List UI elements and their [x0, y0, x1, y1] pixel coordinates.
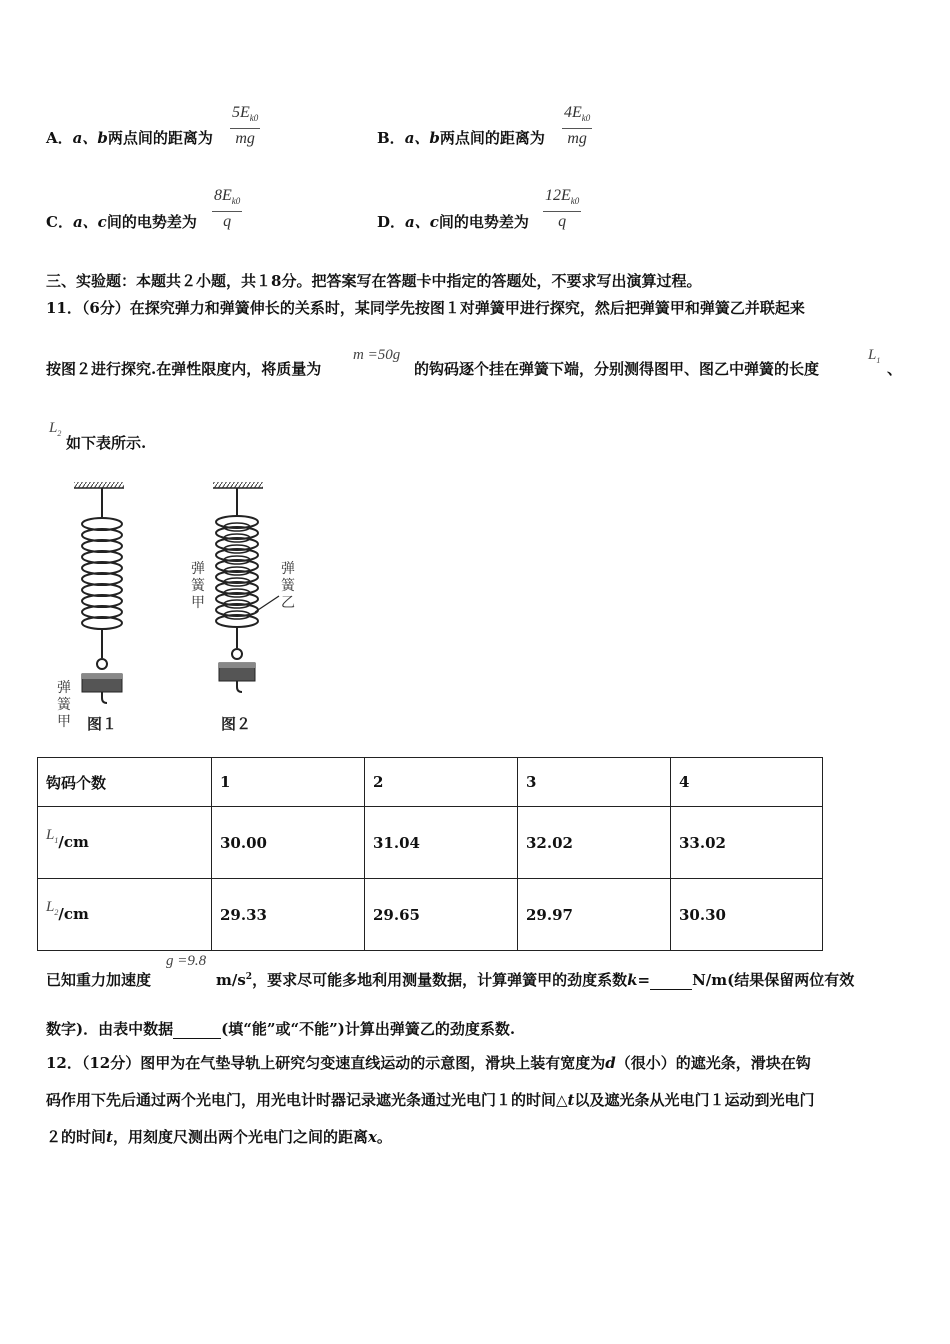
table-header-cell: 钩码个数: [38, 758, 212, 807]
table-cell: 30.00: [212, 807, 365, 879]
table-header-cell: 2: [365, 758, 518, 807]
option-d-fraction: $\frac{12E_{k0}}{q}$: [545, 187, 580, 231]
after-table-line1a: 已知重力加速度: [46, 971, 152, 989]
table-cell: 29.33: [212, 879, 365, 951]
answer-blank-k[interactable]: [650, 971, 692, 990]
after-table-line2: 数字)．由表中数据 (填“能”或“不能”)计算出弹簧乙的劲度系数.: [46, 1020, 516, 1038]
ceiling-2: [213, 482, 263, 488]
table-cell: 32.02: [518, 807, 671, 879]
q12-line2: 码作用下先后通过两个光电门，用光电计时器记录遮光条通过光电门１的时间△t以及遮光条从光电门１运动到光电门: [46, 1091, 815, 1109]
q11-line2a: 按图２进行探究.在弹性限度内，将质量为: [46, 360, 322, 378]
table-cell: 33.02: [671, 807, 823, 879]
table-row: [38, 879, 823, 951]
figure-1: [57, 482, 124, 733]
answer-blank-can[interactable]: [173, 1020, 221, 1039]
label-jia-1: 弹簧甲: [57, 680, 71, 730]
option-b-fraction: $\frac{4E_{k0}}{mg}$: [564, 104, 591, 148]
spring-figures: [45, 478, 325, 743]
label-yi-2: 弹簧乙: [281, 561, 295, 611]
option-d: D．a、c间的电势差为: [377, 213, 529, 231]
option-c-fraction: $\frac{8E_{k0}}{q}$: [214, 187, 241, 231]
table-cell: 30.30: [671, 879, 823, 951]
q12-line1: 12．（12分）图甲为在气垫导轨上研究匀变速直线运动的示意图，滑块上装有宽度为d（很小）的遮光条，滑块在钩: [46, 1054, 811, 1072]
table-header-cell: 1: [212, 758, 365, 807]
q11-line3: 如下表所示.: [66, 434, 147, 452]
table-header-row: [38, 758, 823, 807]
ceiling-1: [74, 482, 124, 488]
table-cell: 31.04: [365, 807, 518, 879]
table-row: [38, 807, 823, 879]
gravity-value: g =9.8: [166, 953, 207, 969]
spring-jia-1: [82, 518, 122, 629]
fig2-caption: 图２: [221, 715, 252, 733]
q11-line1: 11．（6分）在探究弹力和弹簧伸长的关系时，某同学先按图１对弹簧甲进行探究，然后把弹簧甲和弹簧乙并联起来: [46, 299, 805, 317]
table-cell: 29.97: [518, 879, 671, 951]
after-table-line1-rest: $m/s^2$，要求尽可能多地利用测量数据，计算弹簧甲的劲度系数k= N/m(结果保留两位有效: [216, 971, 855, 989]
option-a: A．a、b两点间的距离为: [46, 129, 213, 147]
q11-L1-symbol: $L_1$: [868, 347, 881, 365]
option-a-fraction: $\frac{5E_{k0}}{mg}$: [232, 104, 259, 148]
option-c: C．a、c间的电势差为: [46, 213, 197, 231]
row-label-L1: $L_1/cm$: [38, 807, 212, 879]
fig1-caption: 图１: [87, 715, 118, 733]
figure-2: [191, 482, 296, 733]
row-label-L2: $L_2/cm$: [38, 879, 212, 951]
q11-L2-symbol: $L_2$: [49, 420, 62, 438]
q11-line2b: 的钩码逐个挂在弹簧下端，分别测得图甲、图乙中弹簧的长度: [414, 360, 820, 378]
q12-line3: ２的时间t，用刻度尺测出两个光电门之间的距离x。: [46, 1128, 392, 1146]
table-header-cell: 4: [671, 758, 823, 807]
option-b: B．a、b两点间的距离为: [377, 129, 545, 147]
section-heading: 三、实验题：本题共２小题，共１8分。把答案写在答题卡中指定的答题处，不要求写出演算过程。: [46, 272, 702, 290]
table-cell: 29.65: [365, 879, 518, 951]
table-header-cell: 3: [518, 758, 671, 807]
q11-mass: m =50g: [353, 347, 401, 363]
q11-line2c: 、: [887, 360, 903, 378]
measurement-table: [37, 757, 823, 951]
label-jia-2: 弹簧甲: [191, 561, 205, 611]
